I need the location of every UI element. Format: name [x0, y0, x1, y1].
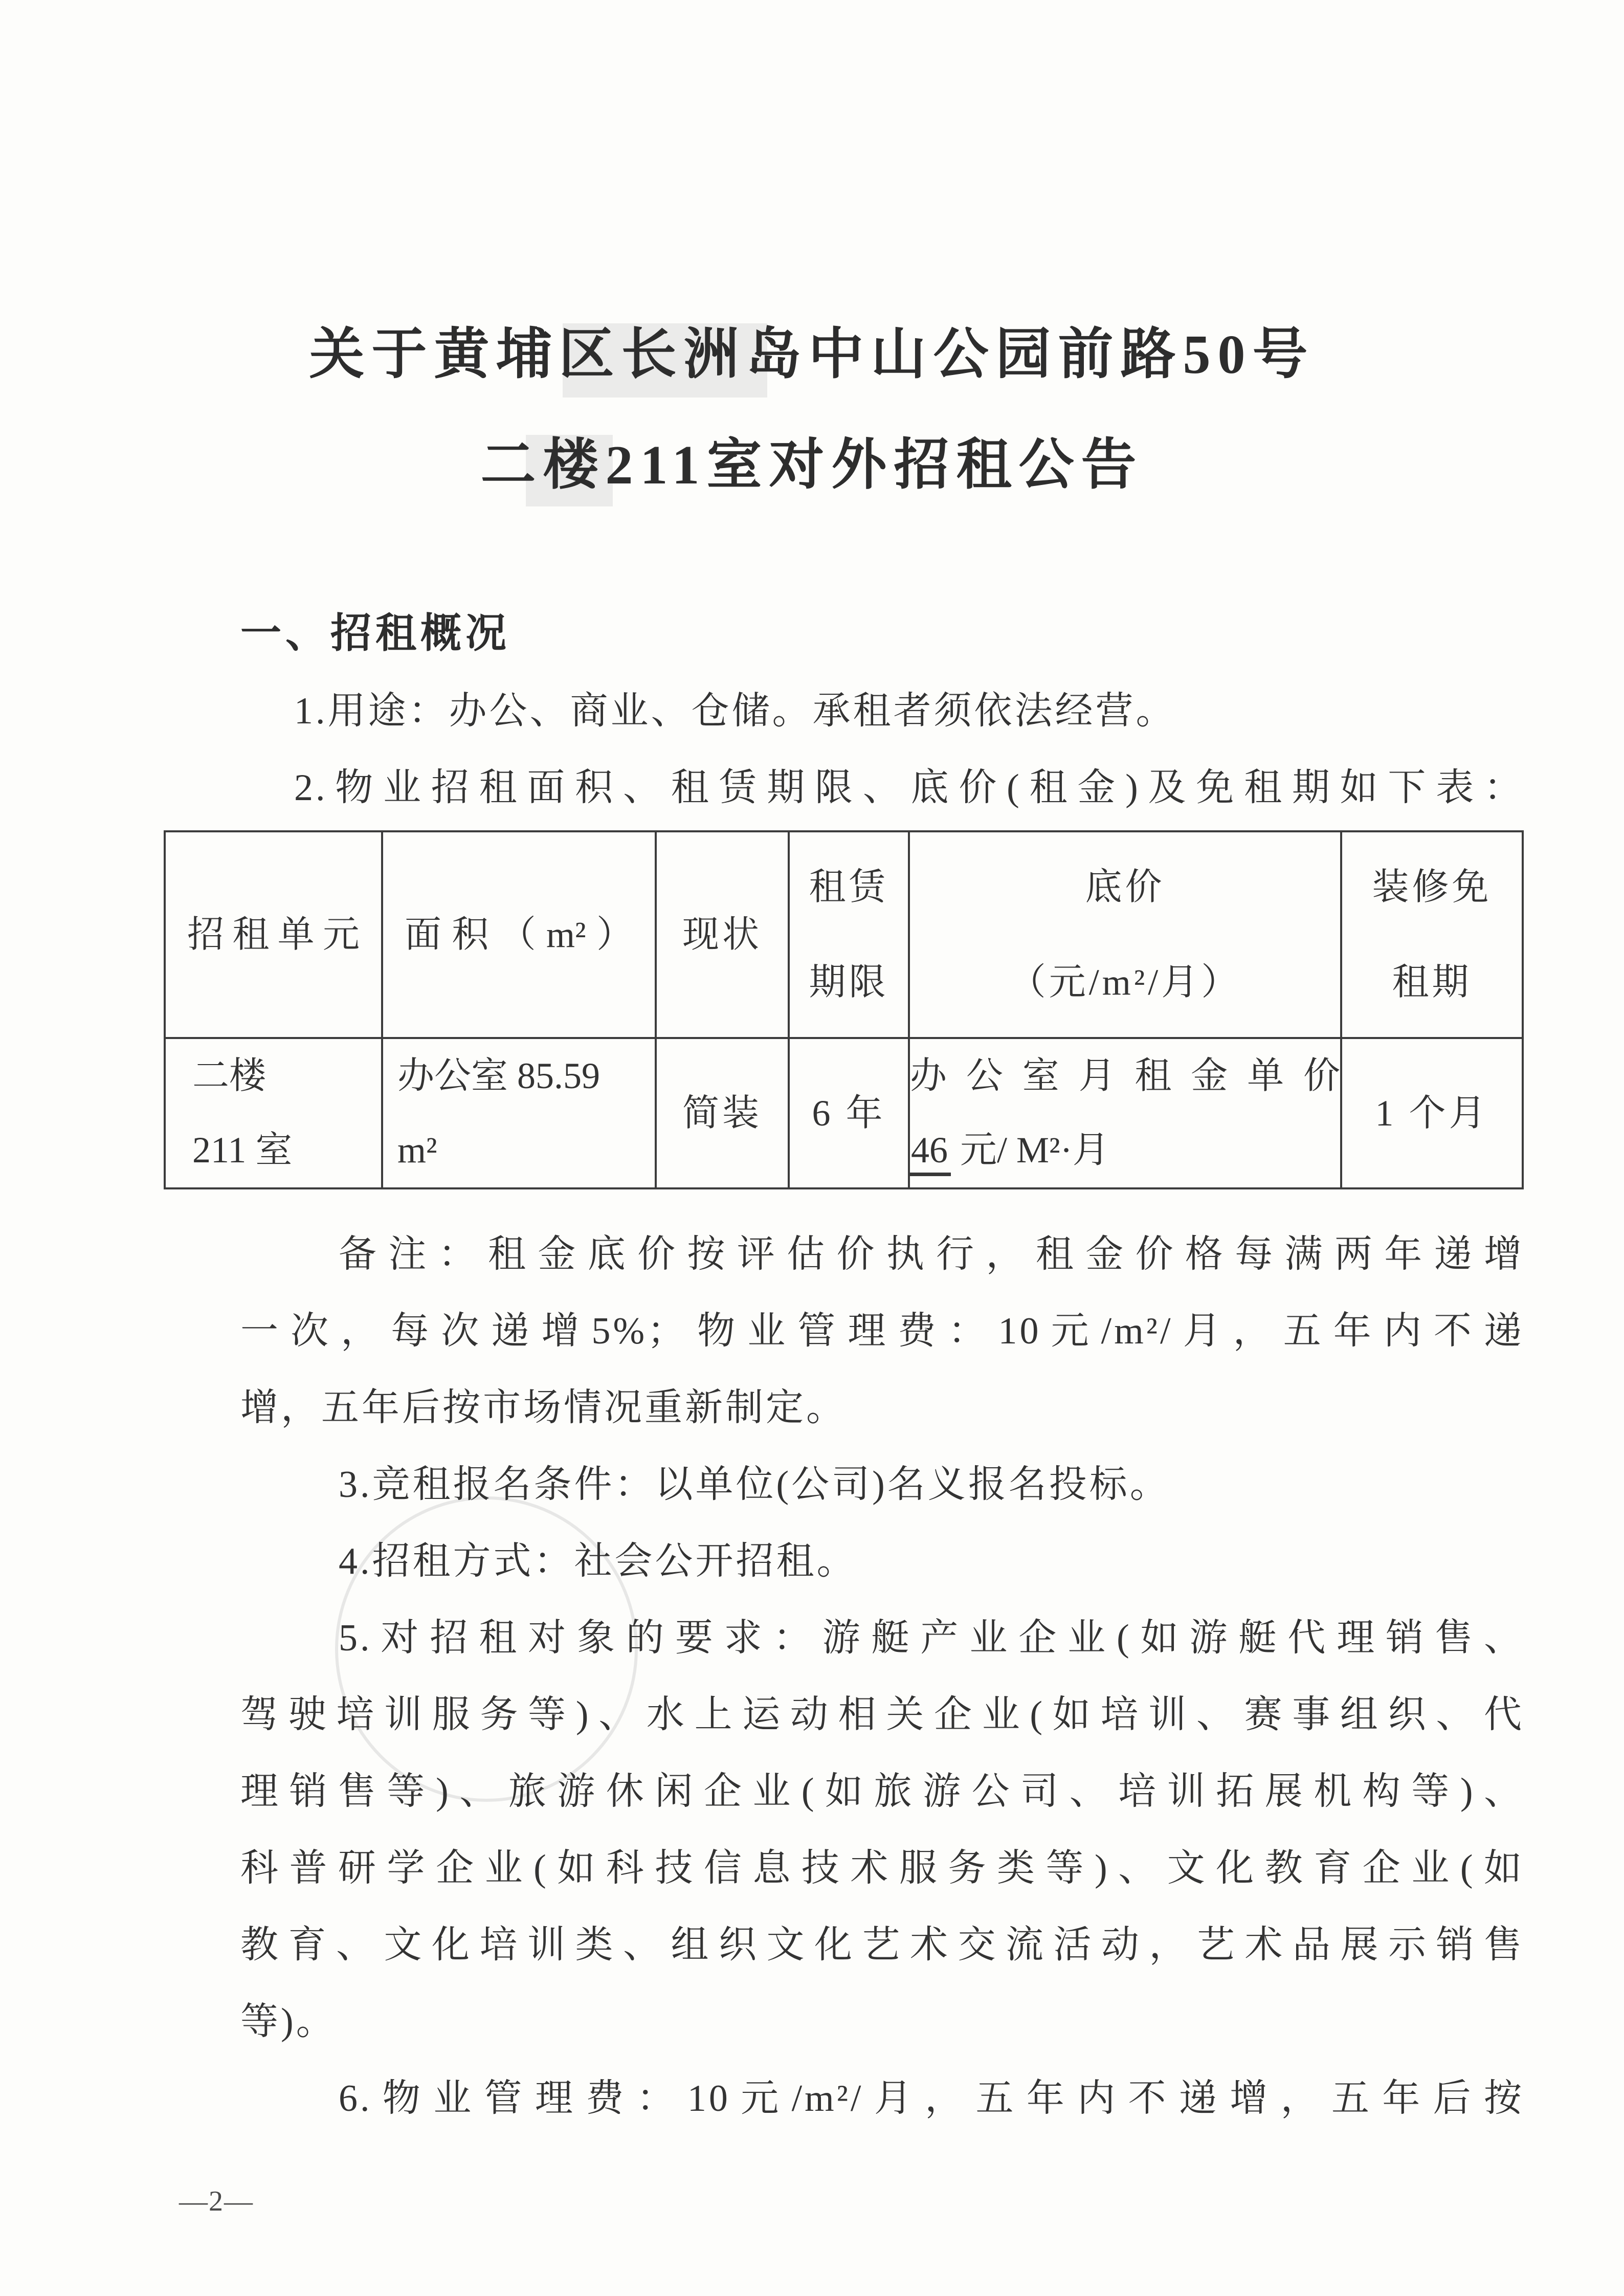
- td-base-price: [909, 1038, 1341, 1188]
- td-lease-term-value: 6 年: [812, 1093, 886, 1134]
- remark-line-1: 备注：租金底价按评估价执行，租金价格每满两年递增: [339, 1233, 1524, 1275]
- price-unit-text: 元/ M²·月: [951, 1130, 1109, 1171]
- paragraph-item1: 1.用途：办公、商业、仓储。承租者须依法经营。: [294, 690, 1176, 732]
- th-lease-term-line1: 租赁: [809, 867, 889, 908]
- underlined-price-value: 46: [910, 1130, 951, 1176]
- document-title-line1: 关于黄埔区长洲岛中山公园前路50号: [309, 324, 1315, 385]
- paragraph-item5-line4: 科普研学企业(如科技信息技术服务类等)、文化教育企业(如: [240, 1847, 1524, 1889]
- th-free-period: [1341, 831, 1523, 1038]
- td-free-period-value: 1 个月: [1375, 1093, 1489, 1134]
- th-area-label: 面积（m²）: [405, 914, 633, 955]
- table-data-row: [165, 1038, 1523, 1188]
- th-lease-term-line2: 期限: [809, 962, 889, 1003]
- body-text: [187, 673, 1524, 2137]
- td-lease-term: [789, 1038, 909, 1188]
- td-unit-line1: 二楼: [192, 1055, 266, 1096]
- td-area-line2: m²: [397, 1130, 437, 1171]
- lease-info-table: [164, 830, 1524, 1189]
- td-unit: [165, 1038, 382, 1188]
- th-status-label: 现状: [682, 914, 762, 955]
- paragraph-item5-line1: 5.对招租对象的要求：游艇产业企业(如游艇代理销售、: [339, 1617, 1524, 1659]
- th-unit: [165, 831, 382, 1038]
- td-free-period: [1341, 1038, 1523, 1188]
- td-base-price-line2: [910, 1113, 1340, 1187]
- td-base-price-line1: 办公室月租金单价: [910, 1055, 1340, 1096]
- paragraph-item5-line6: 等)。: [240, 2001, 337, 2043]
- td-unit-line2: 211 室: [192, 1130, 293, 1171]
- th-status: [656, 831, 789, 1038]
- page-number: —2—: [179, 2185, 254, 2217]
- td-area: [382, 1038, 656, 1188]
- remark-line-3: 增，五年后按市场情况重新制定。: [240, 1387, 847, 1429]
- th-lease-term: [789, 831, 909, 1038]
- paragraph-item4: 4.招租方式：社会公开招租。: [339, 1540, 857, 1582]
- remark-line-2: 一次，每次递增5%；物业管理费：10元/m²/月，五年内不递: [240, 1310, 1524, 1352]
- td-status-value: 简装: [682, 1093, 762, 1134]
- paragraph-item3: 3.竞租报名条件：以单位(公司)名义报名投标。: [339, 1464, 1170, 1506]
- document-title-line2: 二楼211室对外招租公告: [480, 435, 1144, 496]
- td-status: [656, 1038, 789, 1188]
- th-area: [382, 831, 656, 1038]
- lease-table-wrapper: [164, 830, 1524, 1189]
- paragraph-item5-line2: 驾驶培训服务等)、水上运动相关企业(如培训、赛事组织、代: [240, 1694, 1524, 1736]
- th-free-period-line1: 装修免: [1372, 867, 1492, 908]
- paragraph-item2: 2.物业招租面积、租赁期限、底价(租金)及免租期如下表：: [294, 767, 1524, 809]
- td-area-line1: 办公室 85.59: [397, 1055, 600, 1096]
- table-header-row: [165, 831, 1523, 1038]
- th-free-period-line2: 租期: [1392, 962, 1472, 1003]
- th-base-price-line2: （元/m²/月）: [1009, 962, 1241, 1003]
- paragraph-item5-line5: 教育、文化培训类、组织文化艺术交流活动，艺术品展示销售: [240, 1924, 1524, 1966]
- paragraph-item6: 6.物业管理费：10元/m²/月，五年内不递增，五年后按: [339, 2078, 1524, 2120]
- th-base-price-line1: 底价: [1085, 867, 1165, 908]
- th-base-price: [909, 831, 1341, 1038]
- document-title: [0, 300, 1624, 521]
- th-unit-label: 招租单元: [187, 914, 360, 955]
- paragraph-item5-line3: 理销售等)、旅游休闲企业(如旅游公司、培训拓展机构等)、: [240, 1771, 1524, 1813]
- section-heading: 一、招租概况: [240, 611, 510, 656]
